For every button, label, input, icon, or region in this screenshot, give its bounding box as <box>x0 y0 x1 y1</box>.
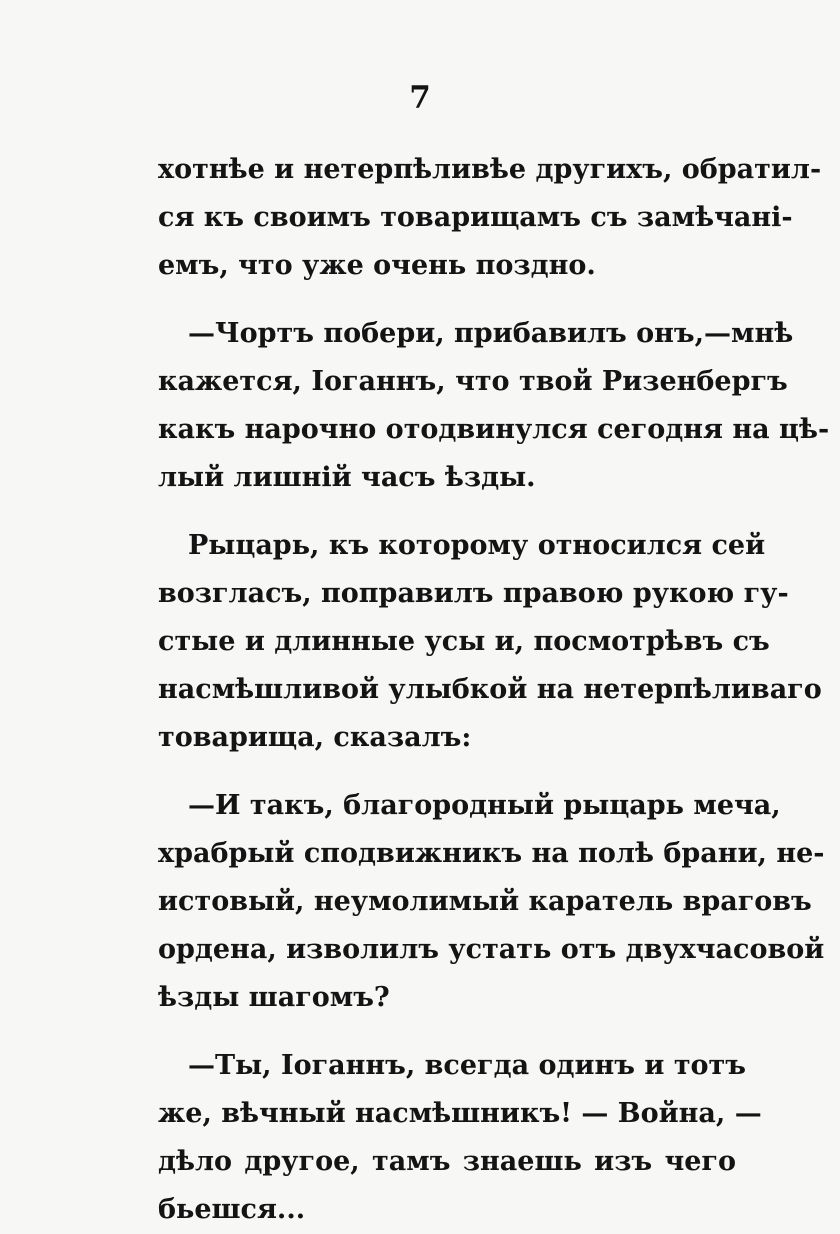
paragraph-3 <box>158 522 822 762</box>
text-line: емъ, что уже очень поздно. <box>158 250 596 281</box>
text-line: лый лишнiй часъ ѣзды. <box>158 462 536 493</box>
text-line: стые и длинные усы и, посмотрѣвъ съ <box>158 626 770 657</box>
text-line: ѣзды шагомъ? <box>158 982 390 1013</box>
paragraph-4 <box>158 782 825 1022</box>
text-line: ордена, изволилъ устать отъ двухчасовой <box>158 934 825 965</box>
text-line: дѣло другое, тамъ знаешь изъ чего <box>158 1146 736 1177</box>
text-line: —Ты, Iоганнъ, всегда одинъ и тотъ <box>188 1050 746 1081</box>
paragraph-5 <box>158 1042 762 1234</box>
text-line: бьешся... <box>158 1194 306 1225</box>
text-line: Рыцарь, къ которому относился сей <box>188 530 766 561</box>
text-line: истовый, неумолимый каратель враговъ <box>158 886 812 917</box>
text-line: какъ нарочно отодвинулся сегодня на цѣ- <box>158 414 830 445</box>
text-line: насмѣшливой улыбкой на нетерпѣливаго <box>158 674 822 705</box>
paragraph-1 <box>158 146 822 290</box>
body-text <box>158 146 830 1234</box>
paragraph-2 <box>158 310 830 502</box>
text-line: —Чортъ побери, прибавилъ онъ,—мнѣ <box>188 318 794 349</box>
text-line: храбрый сподвижникъ на полѣ брани, не- <box>158 838 825 869</box>
text-line: хотнѣе и нетерпѣливѣе другихъ, обратил- <box>158 154 822 185</box>
text-line: товарища, сказалъ: <box>158 722 472 753</box>
text-line: же, вѣчный насмѣшникъ! — Война, — <box>158 1098 762 1129</box>
page-number: 7 <box>409 80 431 116</box>
text-line: —И такъ, благородный рыцарь меча, <box>188 790 781 821</box>
text-line: кажется, Iоганнъ, что твой Ризенбергъ <box>158 366 788 397</box>
text-line: ся къ своимъ товарищамъ съ замѣчанi- <box>158 202 793 233</box>
text-line: возгласъ, поправилъ правою рукою гу- <box>158 578 789 609</box>
